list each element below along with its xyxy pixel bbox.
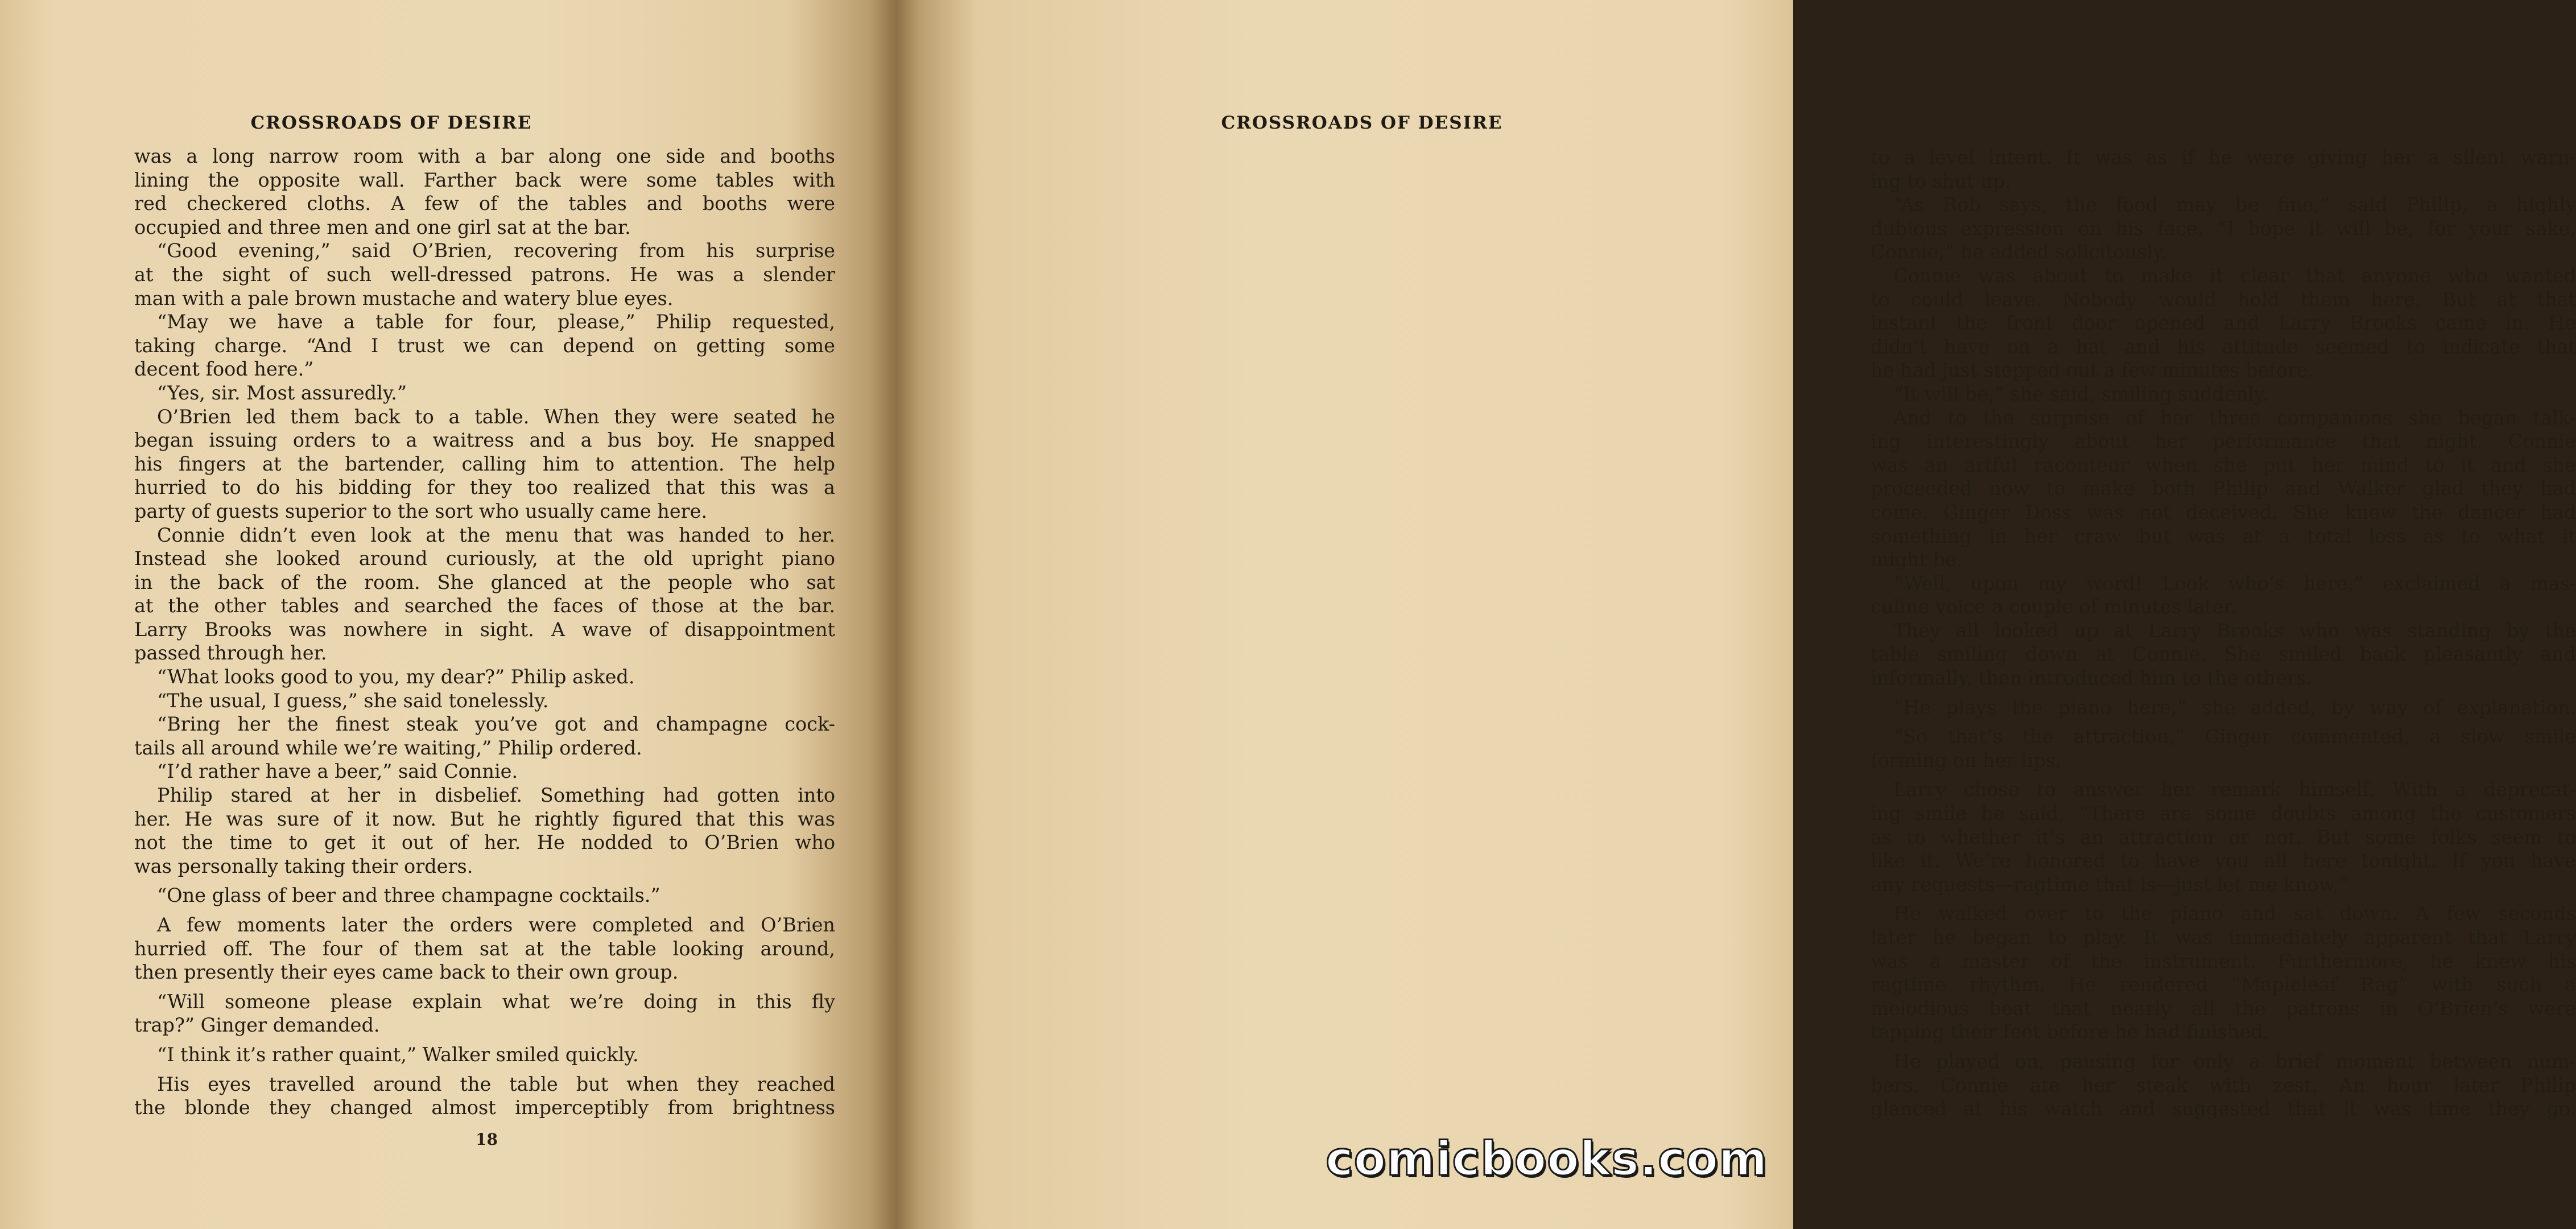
- text-line: ing smile he said, “There are some doubts among the customers: [1871, 802, 2576, 825]
- text-line: They all looked up at Larry Brooks who was standing by the: [1893, 619, 2576, 642]
- text-line: O’Brien led them back to a table. When they were seated he: [157, 405, 835, 428]
- text-line: Philip stared at her in disbelief. Something had gotten into: [157, 784, 835, 807]
- right-page: [897, 0, 2576, 1229]
- text-line: tails all around while we’re waiting,” Philip ordered.: [134, 736, 642, 759]
- text-line: was a master of the instrument. Furthermore, he knew his: [1871, 950, 2576, 972]
- text-line: to a level intent. It was as if he were giving her a silent warn-: [1871, 146, 2576, 168]
- running-head-right: CROSSROADS OF DESIRE: [1221, 113, 1503, 133]
- text-line: informally, then introduced him to the others.: [1871, 667, 2312, 690]
- text-line: later he began to play. It was immediately apparent that Larry: [1871, 926, 2576, 948]
- text-line: He played on, pausing for only a brief moment between num-: [1893, 1050, 2576, 1073]
- text-line: something in her craw but was at a total loss as to what it: [1871, 525, 2576, 547]
- text-line: “Yes, sir. Most assuredly.”: [157, 381, 407, 404]
- text-line: “Good evening,” said O’Brien, recovering from his surprise: [157, 240, 835, 262]
- text-line: proceeded now to make both Philip and Walker glad they had: [1871, 477, 2576, 500]
- text-line: “It will be,” she said, smiling suddenly.: [1893, 382, 2269, 405]
- text-line: glanced at his watch and suggested that it was time they go.: [1871, 1098, 2576, 1120]
- text-line: didn’t have on a hat and his attitude seemed to indicate that: [1871, 335, 2576, 358]
- running-head-left: CROSSROADS OF DESIRE: [250, 113, 532, 133]
- text-line: Connie,” he added solicitously.: [1871, 241, 2168, 263]
- text-line: party of guests superior to the sort who usually came here.: [134, 500, 708, 522]
- text-line: in the back of the room. She glanced at the people who sat: [134, 571, 835, 593]
- text-line: hurried to do his bidding for they too realized that this was a: [134, 476, 835, 499]
- text-line: was an artful raconteur when she put her mind to it and she: [1871, 453, 2576, 476]
- text-line: occupied and three men and one girl sat at the bar.: [134, 216, 631, 238]
- text-line: then presently their eyes came back to their own group.: [134, 961, 679, 984]
- text-line: bers. Connie ate her steak with zest. An hour later Philip: [1871, 1074, 2576, 1096]
- text-line: “The usual, I guess,” she said tonelessly.: [157, 689, 549, 712]
- text-line: “May we have a table for four, please,” Philip requested,: [157, 311, 835, 333]
- body-text-right: [1871, 146, 2576, 1121]
- text-line: trap?” Ginger demanded.: [134, 1014, 380, 1037]
- text-line: was a long narrow room with a bar along one side and booths: [134, 145, 835, 167]
- page-number-left: 18: [476, 1130, 498, 1149]
- text-line: “As Rob says, the food may be fine,” said Philip, a highly: [1893, 193, 2576, 216]
- text-line: come. Ginger Doss was not deceived. She knew the dancer had: [1871, 501, 2576, 523]
- text-line: hurried off. The four of them sat at the table looking around,: [134, 937, 835, 960]
- text-line: Connie didn’t even look at the menu that was handed to her.: [157, 523, 835, 546]
- body-text-left: [134, 145, 835, 1120]
- text-line: he had just stepped out a few minutes before.: [1871, 359, 2314, 382]
- text-line: ragtime rhythm. He rendered “Mapleleaf Rag” with such a: [1871, 974, 2576, 996]
- text-line: dubious expression on his face. “I hope it will be, for your sake,: [1871, 217, 2576, 240]
- text-line: was personally taking their orders.: [134, 855, 473, 877]
- text-line: Connie was about to make it clear that anyone who wanted: [1893, 264, 2576, 287]
- text-line: tapping their feet before he had finished.: [1871, 1021, 2269, 1044]
- text-line: decent food here.”: [134, 358, 314, 381]
- text-line: at the sight of such well-dressed patrons. He was a slender: [134, 263, 835, 286]
- text-line: “He plays the piano here,” she added, by way of explanation.: [1893, 696, 2576, 719]
- text-line: “One glass of beer and three champagne cocktails.”: [157, 884, 660, 907]
- text-line: melodious beat that nearly all the patrons in O’Brien’s were: [1871, 997, 2576, 1020]
- text-line: “I’d rather have a beer,” said Connie.: [157, 760, 518, 783]
- text-line: ing to shut up.: [1871, 170, 2011, 192]
- text-line: might be.: [1871, 548, 1963, 571]
- text-line: And to the surprise of her three companions she began talk-: [1893, 406, 2576, 429]
- text-line: man with a pale brown mustache and watery blue eyes.: [134, 287, 674, 310]
- text-line: “Bring her the finest steak you’ve got and champagne cock-: [157, 713, 835, 736]
- text-line: to could leave. Nobody would hold them here. But at that: [1871, 288, 2576, 311]
- text-line: instant the front door opened and Larry Brooks came in. He: [1871, 312, 2576, 335]
- text-line: as to whether it’s an attraction or not. But some folks seem to: [1871, 826, 2576, 848]
- text-line: “So that’s the attraction,” Ginger commented, a slow smile: [1893, 725, 2576, 748]
- text-line: began issuing orders to a waitress and a bus boy. He snapped: [134, 429, 835, 452]
- text-line: not the time to get it out of her. He nodded to O’Brien who: [134, 831, 835, 854]
- watermark-logo: comicbooks.com: [1326, 1132, 1768, 1186]
- text-line: Instead she looked around curiously, at the old upright piano: [134, 547, 835, 570]
- text-line: the blonde they changed almost imperceptibly from brightness: [134, 1096, 835, 1119]
- text-line: His eyes travelled around the table but when they reached: [157, 1073, 835, 1095]
- text-line: taking charge. “And I trust we can depend on getting some: [134, 334, 835, 357]
- text-line: at the other tables and searched the faces of those at the bar.: [134, 595, 835, 617]
- left-page: [0, 0, 897, 1229]
- text-line: culine voice a couple of minutes later.: [1871, 596, 2237, 618]
- text-line: table smiling down at Connie. She smiled back pleasantly and: [1871, 643, 2576, 666]
- text-line: A few moments later the orders were completed and O’Brien: [157, 914, 835, 936]
- text-line: like it. We’re honored to have you all here tonight. If you have: [1871, 849, 2576, 872]
- text-line: lining the opposite wall. Farther back were some tables with: [134, 168, 835, 191]
- text-line: passed through her.: [134, 642, 327, 665]
- text-line: “Well, upon my word! Look who’s here,” exclaimed a mas-: [1893, 572, 2576, 595]
- text-line: red checkered cloths. A few of the tables and booths were: [134, 192, 835, 215]
- text-line: Larry chose to answer her remark himself. With a deprecat-: [1893, 778, 2576, 801]
- text-line: his fingers at the bartender, calling him to attention. The help: [134, 452, 835, 475]
- text-line: forming on her lips.: [1871, 749, 2062, 772]
- text-line: any requests—ragtime that is—just let me know.”: [1871, 873, 2349, 896]
- text-line: “I think it’s rather quaint,” Walker smiled quickly.: [157, 1043, 639, 1066]
- text-line: “What looks good to you, my dear?” Philip asked.: [157, 666, 635, 688]
- text-line: “Will someone please explain what we’re doing in this fly: [157, 990, 835, 1013]
- text-line: Larry Brooks was nowhere in sight. A wave of disappointment: [134, 618, 835, 641]
- text-line: her. He was sure of it now. But he rightly figured that this was: [134, 807, 835, 830]
- text-line: ing interestingly about her performance that night. Connie: [1871, 430, 2576, 453]
- text-line: He walked over to the piano and sat down. A few seconds: [1893, 902, 2576, 925]
- page-number-right: 19: [2222, 1130, 2244, 1149]
